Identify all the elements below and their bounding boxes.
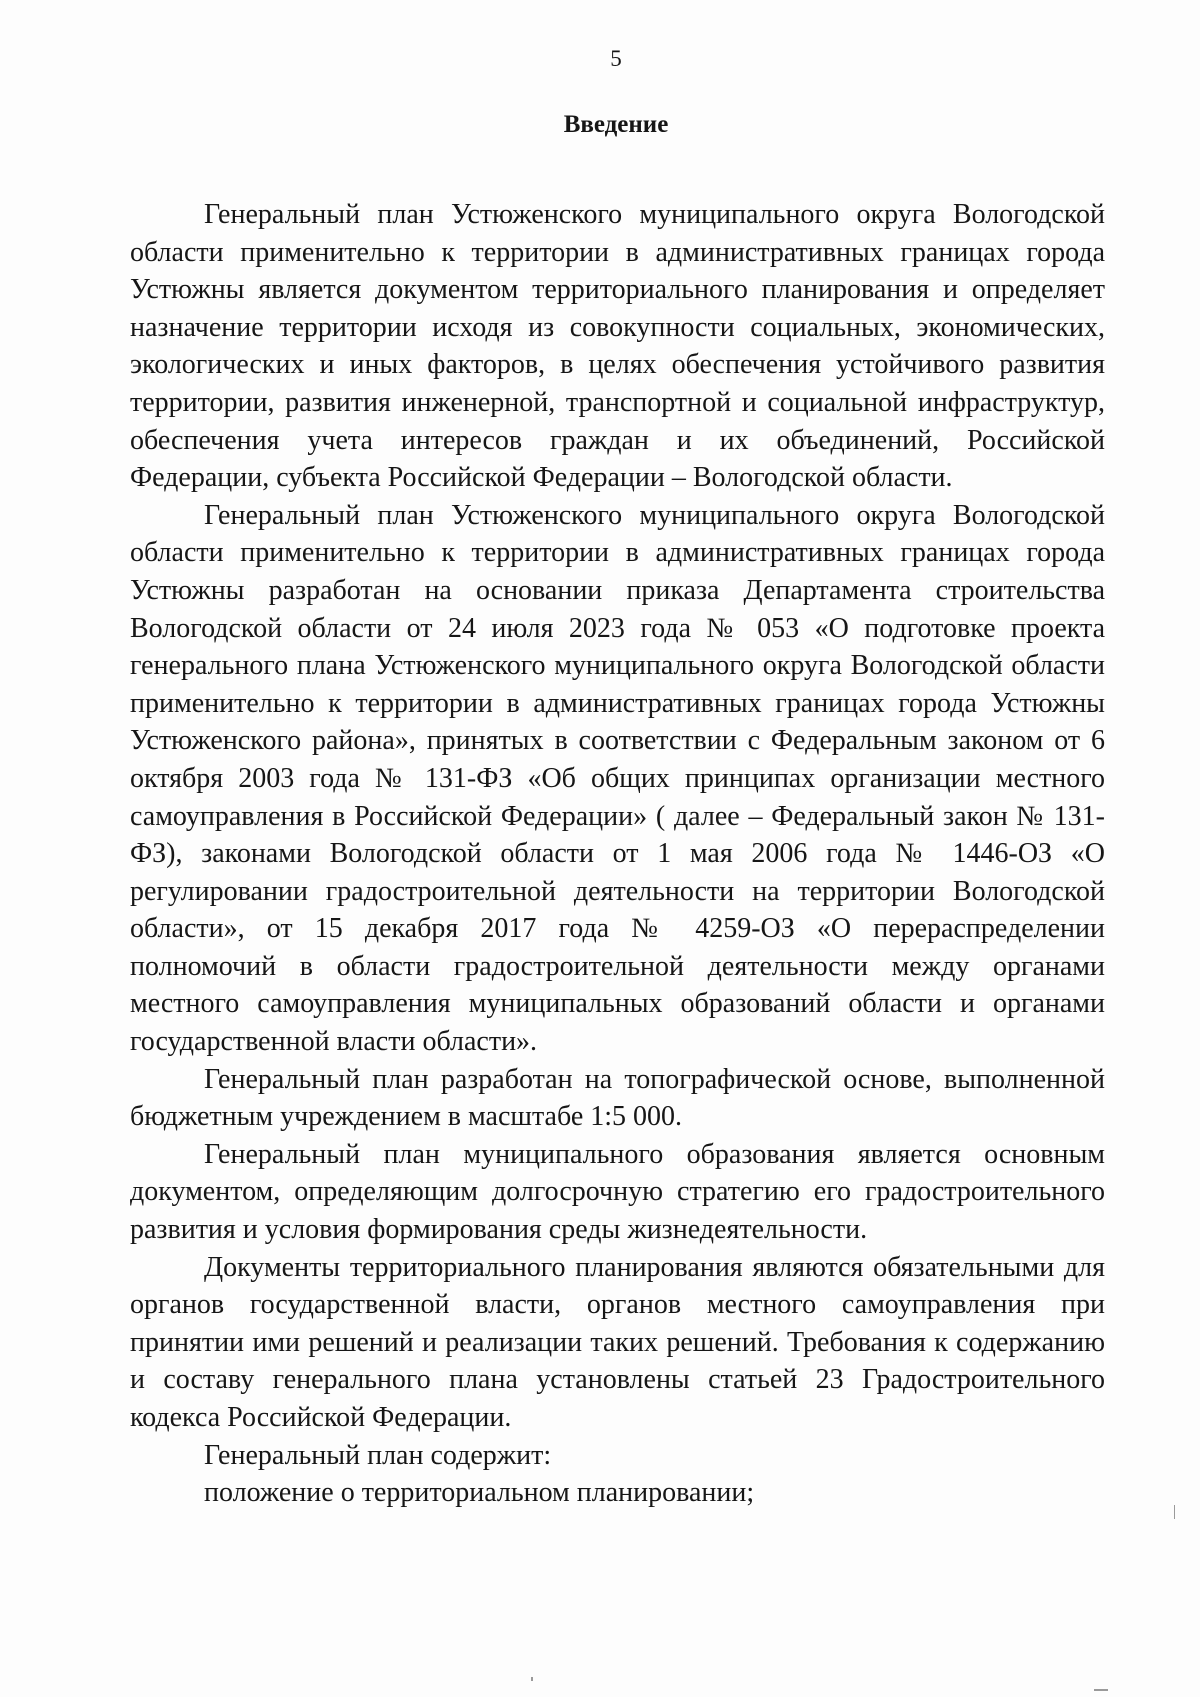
body-text: [130, 196, 1105, 1512]
scan-artifact-mark: [1174, 1505, 1175, 1519]
paragraph-contents-intro: Генеральный план содержит:: [204, 1439, 552, 1471]
section-heading: Введение: [563, 111, 669, 138]
list-item-provision: положение о территориальном планировании;: [204, 1477, 755, 1509]
paragraph-requirements: Документы территориального планирования являются обязательными для органов государственной власти, органов местного самоуправления при принятии ими решений и реализации таких решений. Требования к содержанию и составу генерального плана установлены статьей 23 Градостроительного кодекса Российской Федерации.: [130, 1251, 1105, 1433]
paragraph-legal-basis: Генеральный план Устюженского муниципального округа Вологодской области применительно к территории в административных границах города Устюжны разработан на основании приказа Департамента строительства Вологодской области от 24 июля 2023 года № 053 «О подготовке проекта генерального плана Устюженского муниципального округа Вологодской области применительно к территории в административных границах города Устюжны Устюженского района», принятых в соответствии с Федеральным законом от 6 октября 2003 года № 131-ФЗ «Об общих принципах организации местного самоуправления в Российской Федерации» ( далее – Федеральный закон № 131-ФЗ), законами Вологодской области от 1 мая 2006 года № 1446-ОЗ «О регулировании градостроительной деятельности на территории Вологодской области», от 15 декабря 2017 года № 4259-ОЗ «О перераспределении полномочий в области градостроительной деятельности между органами местного самоуправления муниципальных образований области и органами государственной власти области».: [130, 499, 1105, 1058]
scan-artifact-mark: [1094, 1689, 1108, 1691]
page-number: 5: [610, 46, 622, 71]
scan-artifact-mark: [531, 1677, 533, 1681]
paragraph-topographic-basis: Генеральный план разработан на топографической основе, выполненной бюджетным учреждением в масштабе 1:5 000.: [130, 1063, 1105, 1133]
paragraph-strategy: Генеральный план муниципального образования является основным документом, определяющим долгосрочную стратегию его градостроительного развития и условия формирования среды жизнедеятельности.: [130, 1138, 1105, 1246]
paragraph-purpose: Генеральный план Устюженского муниципального округа Вологодской области применительно к территории в административных границах города Устюжны является документом территориального планирования и определяет назначение территории исходя из совокупности социальных, экономических, экологических и иных факторов, в целях обеспечения устойчивого развития территории, развития инженерной, транспортной и социальной инфраструктур, обеспечения учета интересов граждан и их объединений, Российской Федерации, субъекта Российской Федерации – Вологодской области.: [130, 199, 1105, 494]
